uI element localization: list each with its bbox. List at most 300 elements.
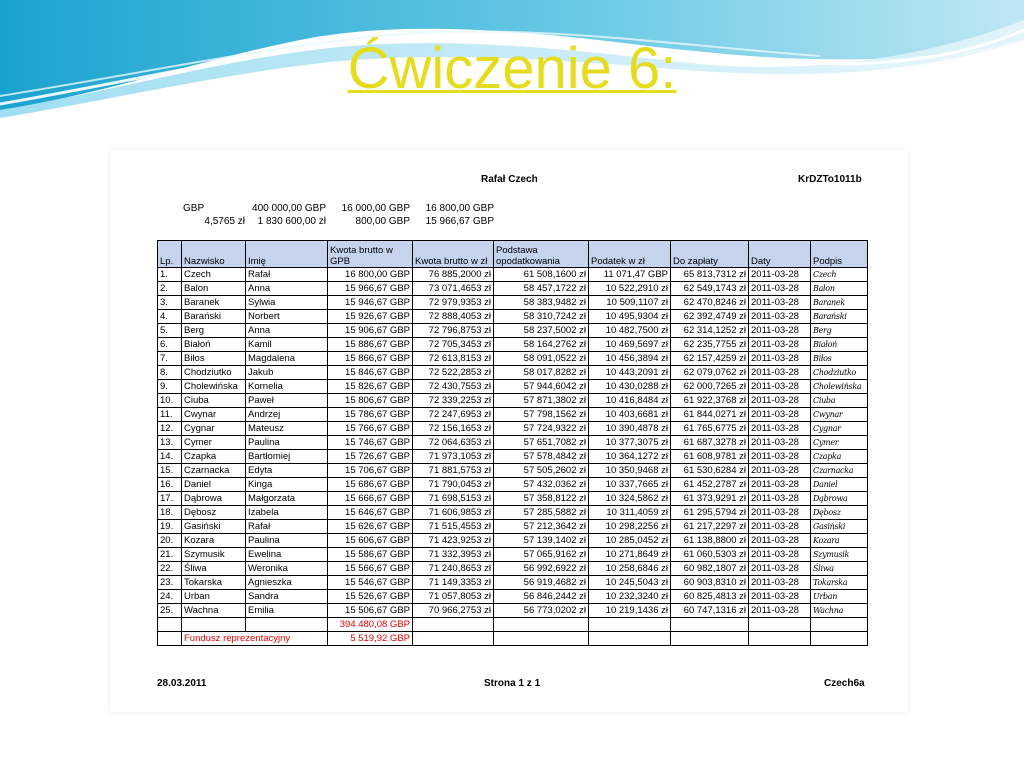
row-nazwisko: Czapka bbox=[182, 450, 246, 464]
row-podatek: 10 522,2910 zł bbox=[589, 282, 671, 296]
row-lp: 13. bbox=[158, 436, 182, 450]
summary-cell: GBP bbox=[183, 203, 205, 214]
row-kwota-zl: 76 885,2000 zł bbox=[413, 268, 494, 282]
row-nazwisko: Czech bbox=[182, 268, 246, 282]
row-lp: 2. bbox=[158, 282, 182, 296]
row-do-zaplaty: 62 314,1252 zł bbox=[671, 324, 749, 338]
row-podatek: 10 430,0288 zł bbox=[589, 380, 671, 394]
row-kwota-gbp: 15 626,67 GBP bbox=[328, 520, 413, 534]
row-lp: 25. bbox=[158, 604, 182, 618]
row-podstawa: 56 992,6922 zł bbox=[494, 562, 589, 576]
table-row bbox=[158, 604, 868, 618]
table-row bbox=[158, 282, 868, 296]
row-data: 2011-03-28 bbox=[749, 296, 811, 310]
row-data: 2011-03-28 bbox=[749, 380, 811, 394]
row-podpis: Chodziutko bbox=[811, 366, 868, 380]
doc-code: KrDZTo1011b bbox=[798, 174, 862, 185]
row-podatek: 10 311,4059 zł bbox=[589, 506, 671, 520]
table-row bbox=[158, 268, 868, 282]
row-data: 2011-03-28 bbox=[749, 576, 811, 590]
row-do-zaplaty: 61 295,5794 zł bbox=[671, 506, 749, 520]
row-kwota-gbp: 15 506,67 GBP bbox=[328, 604, 413, 618]
row-data: 2011-03-28 bbox=[749, 352, 811, 366]
row-imie: Agnieszka bbox=[246, 576, 328, 590]
row-imie: Jakub bbox=[246, 366, 328, 380]
row-kwota-gbp: 15 886,67 GBP bbox=[328, 338, 413, 352]
row-lp: 1. bbox=[158, 268, 182, 282]
row-kwota-zl: 71 423,9253 zł bbox=[413, 534, 494, 548]
row-imie: Edyta bbox=[246, 464, 328, 478]
row-nazwisko: Daniel bbox=[182, 478, 246, 492]
row-imie: Sandra bbox=[246, 590, 328, 604]
row-kwota-zl: 70 966,2753 zł bbox=[413, 604, 494, 618]
row-podatek: 10 232,3240 zł bbox=[589, 590, 671, 604]
row-podatek: 10 364,1272 zł bbox=[589, 450, 671, 464]
row-imie: Norbert bbox=[246, 310, 328, 324]
row-imie: Andrzej bbox=[246, 408, 328, 422]
row-nazwisko: Urban bbox=[182, 590, 246, 604]
row-podstawa: 58 310,7242 zł bbox=[494, 310, 589, 324]
row-data: 2011-03-28 bbox=[749, 394, 811, 408]
row-podpis: Dąbrowa bbox=[811, 492, 868, 506]
header-kwota-gbp: Kwota brutto w GPB bbox=[328, 241, 413, 268]
row-data: 2011-03-28 bbox=[749, 520, 811, 534]
row-data: 2011-03-28 bbox=[749, 604, 811, 618]
row-imie: Anna bbox=[246, 282, 328, 296]
row-nazwisko: Szymusik bbox=[182, 548, 246, 562]
row-podstawa: 58 091,0522 zł bbox=[494, 352, 589, 366]
row-kwota-gbp: 15 906,67 GBP bbox=[328, 324, 413, 338]
row-data: 2011-03-28 bbox=[749, 324, 811, 338]
table-row bbox=[158, 296, 868, 310]
row-lp: 21. bbox=[158, 548, 182, 562]
row-lp: 24. bbox=[158, 590, 182, 604]
row-do-zaplaty: 61 452,2787 zł bbox=[671, 478, 749, 492]
row-kwota-zl: 71 881,5753 zł bbox=[413, 464, 494, 478]
row-do-zaplaty: 61 217,2297 zł bbox=[671, 520, 749, 534]
row-do-zaplaty: 65 813,7312 zł bbox=[671, 268, 749, 282]
row-podstawa: 57 212,3642 zł bbox=[494, 520, 589, 534]
row-podpis: Dębosz bbox=[811, 506, 868, 520]
row-imie: Sylwia bbox=[246, 296, 328, 310]
row-data: 2011-03-28 bbox=[749, 492, 811, 506]
row-podatek: 10 285,0452 zł bbox=[589, 534, 671, 548]
row-podstawa: 57 505,2602 zł bbox=[494, 464, 589, 478]
row-kwota-gbp: 15 526,67 GBP bbox=[328, 590, 413, 604]
row-podstawa: 57 724,9322 zł bbox=[494, 422, 589, 436]
row-data: 2011-03-28 bbox=[749, 450, 811, 464]
row-podstawa: 56 773,0202 zł bbox=[494, 604, 589, 618]
row-data: 2011-03-28 bbox=[749, 534, 811, 548]
row-kwota-gbp: 15 606,67 GBP bbox=[328, 534, 413, 548]
slide-title: Ćwiczenie 6: bbox=[347, 36, 677, 101]
row-lp: 17. bbox=[158, 492, 182, 506]
row-podstawa: 61 508,1600 zł bbox=[494, 268, 589, 282]
row-kwota-zl: 72 705,3453 zł bbox=[413, 338, 494, 352]
row-kwota-zl: 72 979,9353 zł bbox=[413, 296, 494, 310]
row-kwota-zl: 72 156,1653 zł bbox=[413, 422, 494, 436]
row-lp: 18. bbox=[158, 506, 182, 520]
row-podpis: Berg bbox=[811, 324, 868, 338]
row-kwota-gbp: 15 866,67 GBP bbox=[328, 352, 413, 366]
row-do-zaplaty: 62 470,8246 zł bbox=[671, 296, 749, 310]
table-row bbox=[158, 548, 868, 562]
row-podstawa: 57 651,7082 zł bbox=[494, 436, 589, 450]
row-podpis: Tokarska bbox=[811, 576, 868, 590]
row-imie: Rafał bbox=[246, 520, 328, 534]
table-row bbox=[158, 422, 868, 436]
row-kwota-zl: 71 057,8053 zł bbox=[413, 590, 494, 604]
row-podatek: 10 324,5862 zł bbox=[589, 492, 671, 506]
row-podatek: 10 403,6681 zł bbox=[589, 408, 671, 422]
row-podstawa: 57 944,6042 zł bbox=[494, 380, 589, 394]
row-data: 2011-03-28 bbox=[749, 562, 811, 576]
row-kwota-zl: 71 606,9853 zł bbox=[413, 506, 494, 520]
row-podstawa: 58 457,1722 zł bbox=[494, 282, 589, 296]
table-row bbox=[158, 380, 868, 394]
row-do-zaplaty: 61 060,5303 zł bbox=[671, 548, 749, 562]
row-kwota-zl: 72 339,2253 zł bbox=[413, 394, 494, 408]
row-podpis: Cymer bbox=[811, 436, 868, 450]
row-do-zaplaty: 61 922,3768 zł bbox=[671, 394, 749, 408]
row-podatek: 10 337,7665 zł bbox=[589, 478, 671, 492]
row-podpis: Ciuba bbox=[811, 394, 868, 408]
table-row bbox=[158, 464, 868, 478]
row-kwota-gbp: 15 666,67 GBP bbox=[328, 492, 413, 506]
row-data: 2011-03-28 bbox=[749, 464, 811, 478]
row-kwota-gbp: 15 646,67 GBP bbox=[328, 506, 413, 520]
table-row bbox=[158, 408, 868, 422]
row-podpis: Szymusik bbox=[811, 548, 868, 562]
row-lp: 12. bbox=[158, 422, 182, 436]
row-podatek: 10 509,1107 zł bbox=[589, 296, 671, 310]
row-nazwisko: Chodziutko bbox=[182, 366, 246, 380]
row-imie: Magdalena bbox=[246, 352, 328, 366]
row-kwota-zl: 72 522,2853 zł bbox=[413, 366, 494, 380]
row-kwota-zl: 72 064,6353 zł bbox=[413, 436, 494, 450]
row-nazwisko: Ciuba bbox=[182, 394, 246, 408]
row-lp: 11. bbox=[158, 408, 182, 422]
row-lp: 9. bbox=[158, 380, 182, 394]
document-page bbox=[110, 150, 908, 712]
header-podstawa: Podstawa opodatkowania bbox=[494, 241, 589, 268]
fund-value: 5 519,92 GBP bbox=[328, 632, 413, 646]
row-kwota-gbp: 15 946,67 GBP bbox=[328, 296, 413, 310]
row-kwota-gbp: 15 726,67 GBP bbox=[328, 450, 413, 464]
header-podatek: Podatek w zł bbox=[589, 241, 671, 268]
table-row bbox=[158, 394, 868, 408]
row-kwota-gbp: 15 926,67 GBP bbox=[328, 310, 413, 324]
row-lp: 16. bbox=[158, 478, 182, 492]
row-kwota-zl: 73 071,4653 zł bbox=[413, 282, 494, 296]
row-kwota-gbp: 15 766,67 GBP bbox=[328, 422, 413, 436]
row-kwota-gbp: 15 546,67 GBP bbox=[328, 576, 413, 590]
row-lp: 23. bbox=[158, 576, 182, 590]
row-do-zaplaty: 61 687,3278 zł bbox=[671, 436, 749, 450]
row-nazwisko: Dąbrowa bbox=[182, 492, 246, 506]
row-imie: Małgorzata bbox=[246, 492, 328, 506]
row-kwota-zl: 71 515,4553 zł bbox=[413, 520, 494, 534]
row-data: 2011-03-28 bbox=[749, 548, 811, 562]
row-kwota-zl: 71 149,3353 zł bbox=[413, 576, 494, 590]
row-nazwisko: Berg bbox=[182, 324, 246, 338]
row-podpis: Balon bbox=[811, 282, 868, 296]
row-imie: Kinga bbox=[246, 478, 328, 492]
table-row bbox=[158, 492, 868, 506]
row-kwota-zl: 71 332,3953 zł bbox=[413, 548, 494, 562]
row-podatek: 10 271,8649 zł bbox=[589, 548, 671, 562]
row-kwota-zl: 71 698,5153 zł bbox=[413, 492, 494, 506]
row-podatek: 10 390,4878 zł bbox=[589, 422, 671, 436]
row-podatek: 10 245,5043 zł bbox=[589, 576, 671, 590]
row-imie: Izabela bbox=[246, 506, 328, 520]
row-imie: Kornelia bbox=[246, 380, 328, 394]
row-podpis: Czarnacka bbox=[811, 464, 868, 478]
row-data: 2011-03-28 bbox=[749, 478, 811, 492]
row-podpis: Czapka bbox=[811, 450, 868, 464]
row-nazwisko: Tokarska bbox=[182, 576, 246, 590]
row-imie: Kamil bbox=[246, 338, 328, 352]
summary-cell: 400 000,00 GBP bbox=[252, 203, 326, 214]
row-imie: Rafał bbox=[246, 268, 328, 282]
row-nazwisko: Czarnacka bbox=[182, 464, 246, 478]
row-data: 2011-03-28 bbox=[749, 282, 811, 296]
row-imie: Paweł bbox=[246, 394, 328, 408]
row-podpis: Cygnar bbox=[811, 422, 868, 436]
table-row bbox=[158, 562, 868, 576]
row-podpis: Biłos bbox=[811, 352, 868, 366]
row-podatek: 10 350,9468 zł bbox=[589, 464, 671, 478]
row-lp: 8. bbox=[158, 366, 182, 380]
row-data: 2011-03-28 bbox=[749, 310, 811, 324]
row-podstawa: 56 919,4682 zł bbox=[494, 576, 589, 590]
row-kwota-gbp: 15 806,67 GBP bbox=[328, 394, 413, 408]
summary-cell: 800,00 GBP bbox=[355, 216, 410, 227]
row-podatek: 10 456,3894 zł bbox=[589, 352, 671, 366]
row-lp: 14. bbox=[158, 450, 182, 464]
row-podstawa: 57 358,8122 zł bbox=[494, 492, 589, 506]
row-imie: Paulina bbox=[246, 436, 328, 450]
row-nazwisko: Dębosz bbox=[182, 506, 246, 520]
row-podpis: Wachna bbox=[811, 604, 868, 618]
header-do-zaplaty: Do zapłaty bbox=[671, 241, 749, 268]
row-kwota-gbp: 15 746,67 GBP bbox=[328, 436, 413, 450]
summary-cell: 15 966,67 GBP bbox=[425, 216, 494, 227]
row-kwota-gbp: 15 846,67 GBP bbox=[328, 366, 413, 380]
row-imie: Ewelina bbox=[246, 548, 328, 562]
row-data: 2011-03-28 bbox=[749, 408, 811, 422]
row-do-zaplaty: 61 373,9291 zł bbox=[671, 492, 749, 506]
fund-label: Fundusz reprezentacyjny bbox=[182, 632, 328, 646]
row-kwota-gbp: 15 826,67 GBP bbox=[328, 380, 413, 394]
row-kwota-zl: 72 796,8753 zł bbox=[413, 324, 494, 338]
row-podstawa: 57 432,0362 zł bbox=[494, 478, 589, 492]
row-podstawa: 58 383,9482 zł bbox=[494, 296, 589, 310]
row-kwota-gbp: 15 566,67 GBP bbox=[328, 562, 413, 576]
table-row bbox=[158, 366, 868, 380]
table-row bbox=[158, 576, 868, 590]
row-podpis: Baranek bbox=[811, 296, 868, 310]
footer-date: 28.03.2011 bbox=[157, 678, 207, 689]
row-nazwisko: Cygnar bbox=[182, 422, 246, 436]
row-kwota-gbp: 16 800,00 GBP bbox=[328, 268, 413, 282]
row-nazwisko: Biłos bbox=[182, 352, 246, 366]
row-kwota-gbp: 15 786,67 GBP bbox=[328, 408, 413, 422]
row-nazwisko: Cwynar bbox=[182, 408, 246, 422]
payroll-table bbox=[157, 240, 868, 646]
row-do-zaplaty: 60 903,8310 zł bbox=[671, 576, 749, 590]
table-row bbox=[158, 450, 868, 464]
footer-page: Strona 1 z 1 bbox=[484, 678, 541, 689]
row-data: 2011-03-28 bbox=[749, 506, 811, 520]
row-nazwisko: Cholewińska bbox=[182, 380, 246, 394]
row-podatek: 10 416,8484 zł bbox=[589, 394, 671, 408]
header-lp: Lp. bbox=[158, 241, 182, 268]
row-podpis: Barański bbox=[811, 310, 868, 324]
row-do-zaplaty: 62 000,7265 zł bbox=[671, 380, 749, 394]
total-row bbox=[158, 618, 868, 632]
row-podpis: Urban bbox=[811, 590, 868, 604]
row-data: 2011-03-28 bbox=[749, 436, 811, 450]
row-podatek: 10 469,5697 zł bbox=[589, 338, 671, 352]
row-imie: Anna bbox=[246, 324, 328, 338]
row-lp: 5. bbox=[158, 324, 182, 338]
row-kwota-zl: 72 247,6953 zł bbox=[413, 408, 494, 422]
row-imie: Mateusz bbox=[246, 422, 328, 436]
row-do-zaplaty: 61 138,8800 zł bbox=[671, 534, 749, 548]
row-podstawa: 58 237,5002 zł bbox=[494, 324, 589, 338]
table-row bbox=[158, 520, 868, 534]
row-podatek: 10 298,2256 zł bbox=[589, 520, 671, 534]
row-imie: Paulina bbox=[246, 534, 328, 548]
row-podstawa: 57 578,4842 zł bbox=[494, 450, 589, 464]
header-kwota-zl: Kwota brutto w zł bbox=[413, 241, 494, 268]
row-podstawa: 57 871,3802 zł bbox=[494, 394, 589, 408]
table-row bbox=[158, 534, 868, 548]
row-kwota-zl: 72 888,4053 zł bbox=[413, 310, 494, 324]
row-do-zaplaty: 60 825,4813 zł bbox=[671, 590, 749, 604]
row-data: 2011-03-28 bbox=[749, 268, 811, 282]
row-lp: 19. bbox=[158, 520, 182, 534]
table-row bbox=[158, 310, 868, 324]
table-row bbox=[158, 506, 868, 520]
row-data: 2011-03-28 bbox=[749, 422, 811, 436]
row-podatek: 10 443,2091 zł bbox=[589, 366, 671, 380]
row-podpis: Cholewińska bbox=[811, 380, 868, 394]
summary-cell: 4,5765 zł bbox=[204, 216, 245, 227]
row-podatek: 10 258,6846 zł bbox=[589, 562, 671, 576]
row-do-zaplaty: 61 844,0271 zł bbox=[671, 408, 749, 422]
row-podpis: Czech bbox=[811, 268, 868, 282]
header-imie: Imię bbox=[246, 241, 328, 268]
row-do-zaplaty: 60 747,1316 zł bbox=[671, 604, 749, 618]
row-data: 2011-03-28 bbox=[749, 590, 811, 604]
row-podstawa: 57 139,1402 zł bbox=[494, 534, 589, 548]
row-lp: 6. bbox=[158, 338, 182, 352]
header-podpis: Podpis bbox=[811, 241, 868, 268]
summary-cell: 16 000,00 GBP bbox=[341, 203, 410, 214]
row-podpis: Śliwa bbox=[811, 562, 868, 576]
row-nazwisko: Cymer bbox=[182, 436, 246, 450]
row-kwota-zl: 71 240,8653 zł bbox=[413, 562, 494, 576]
row-podatek: 10 219,1436 zł bbox=[589, 604, 671, 618]
row-podstawa: 57 285,5882 zł bbox=[494, 506, 589, 520]
table-row bbox=[158, 478, 868, 492]
row-nazwisko: Kozara bbox=[182, 534, 246, 548]
row-imie: Emilia bbox=[246, 604, 328, 618]
row-podstawa: 57 798,1562 zł bbox=[494, 408, 589, 422]
table-row bbox=[158, 338, 868, 352]
row-podatek: 11 071,47 GBP bbox=[589, 268, 671, 282]
row-podpis: Kozara bbox=[811, 534, 868, 548]
summary-cell: 1 830 600,00 zł bbox=[257, 216, 326, 227]
row-podatek: 10 377,3075 zł bbox=[589, 436, 671, 450]
header-daty: Daty bbox=[749, 241, 811, 268]
total-gbp: 394 480,08 GBP bbox=[328, 618, 413, 632]
row-do-zaplaty: 62 079,0762 zł bbox=[671, 366, 749, 380]
row-lp: 3. bbox=[158, 296, 182, 310]
row-data: 2011-03-28 bbox=[749, 366, 811, 380]
table-row bbox=[158, 436, 868, 450]
row-kwota-gbp: 15 706,67 GBP bbox=[328, 464, 413, 478]
doc-author: Rafał Czech bbox=[481, 174, 538, 185]
row-podstawa: 56 846,2442 zł bbox=[494, 590, 589, 604]
row-lp: 15. bbox=[158, 464, 182, 478]
row-lp: 20. bbox=[158, 534, 182, 548]
footer-sheet: Czech6a bbox=[824, 678, 865, 689]
table-header-row bbox=[158, 241, 868, 268]
row-data: 2011-03-28 bbox=[749, 338, 811, 352]
header-nazwisko: Nazwisko bbox=[182, 241, 246, 268]
row-podpis: Cwynar bbox=[811, 408, 868, 422]
table-row bbox=[158, 352, 868, 366]
row-lp: 10. bbox=[158, 394, 182, 408]
row-kwota-zl: 72 430,7553 zł bbox=[413, 380, 494, 394]
row-lp: 22. bbox=[158, 562, 182, 576]
row-nazwisko: Balon bbox=[182, 282, 246, 296]
row-kwota-gbp: 15 966,67 GBP bbox=[328, 282, 413, 296]
row-do-zaplaty: 60 982,1807 zł bbox=[671, 562, 749, 576]
row-do-zaplaty: 61 765,6775 zł bbox=[671, 422, 749, 436]
row-kwota-gbp: 15 586,67 GBP bbox=[328, 548, 413, 562]
row-podatek: 10 495,9304 zł bbox=[589, 310, 671, 324]
fund-row bbox=[158, 632, 868, 646]
row-do-zaplaty: 62 392,4749 zł bbox=[671, 310, 749, 324]
row-do-zaplaty: 61 530,6284 zł bbox=[671, 464, 749, 478]
row-nazwisko: Śliwa bbox=[182, 562, 246, 576]
row-podstawa: 58 017,8282 zł bbox=[494, 366, 589, 380]
row-imie: Bartłomiej bbox=[246, 450, 328, 464]
row-nazwisko: Wachna bbox=[182, 604, 246, 618]
row-kwota-gbp: 15 686,67 GBP bbox=[328, 478, 413, 492]
row-do-zaplaty: 61 608,9781 zł bbox=[671, 450, 749, 464]
row-nazwisko: Gasiński bbox=[182, 520, 246, 534]
row-do-zaplaty: 62 549,1743 zł bbox=[671, 282, 749, 296]
row-imie: Weronika bbox=[246, 562, 328, 576]
row-lp: 7. bbox=[158, 352, 182, 366]
summary-cell: 16 800,00 GBP bbox=[425, 203, 494, 214]
row-podpis: Gasiński bbox=[811, 520, 868, 534]
row-podatek: 10 482,7500 zł bbox=[589, 324, 671, 338]
row-do-zaplaty: 62 157,4259 zł bbox=[671, 352, 749, 366]
row-kwota-zl: 72 613,8153 zł bbox=[413, 352, 494, 366]
row-podstawa: 58 164,2762 zł bbox=[494, 338, 589, 352]
row-lp: 4. bbox=[158, 310, 182, 324]
row-nazwisko: Barański bbox=[182, 310, 246, 324]
table-row bbox=[158, 590, 868, 604]
row-podpis: Daniel bbox=[811, 478, 868, 492]
row-kwota-zl: 71 790,0453 zł bbox=[413, 478, 494, 492]
